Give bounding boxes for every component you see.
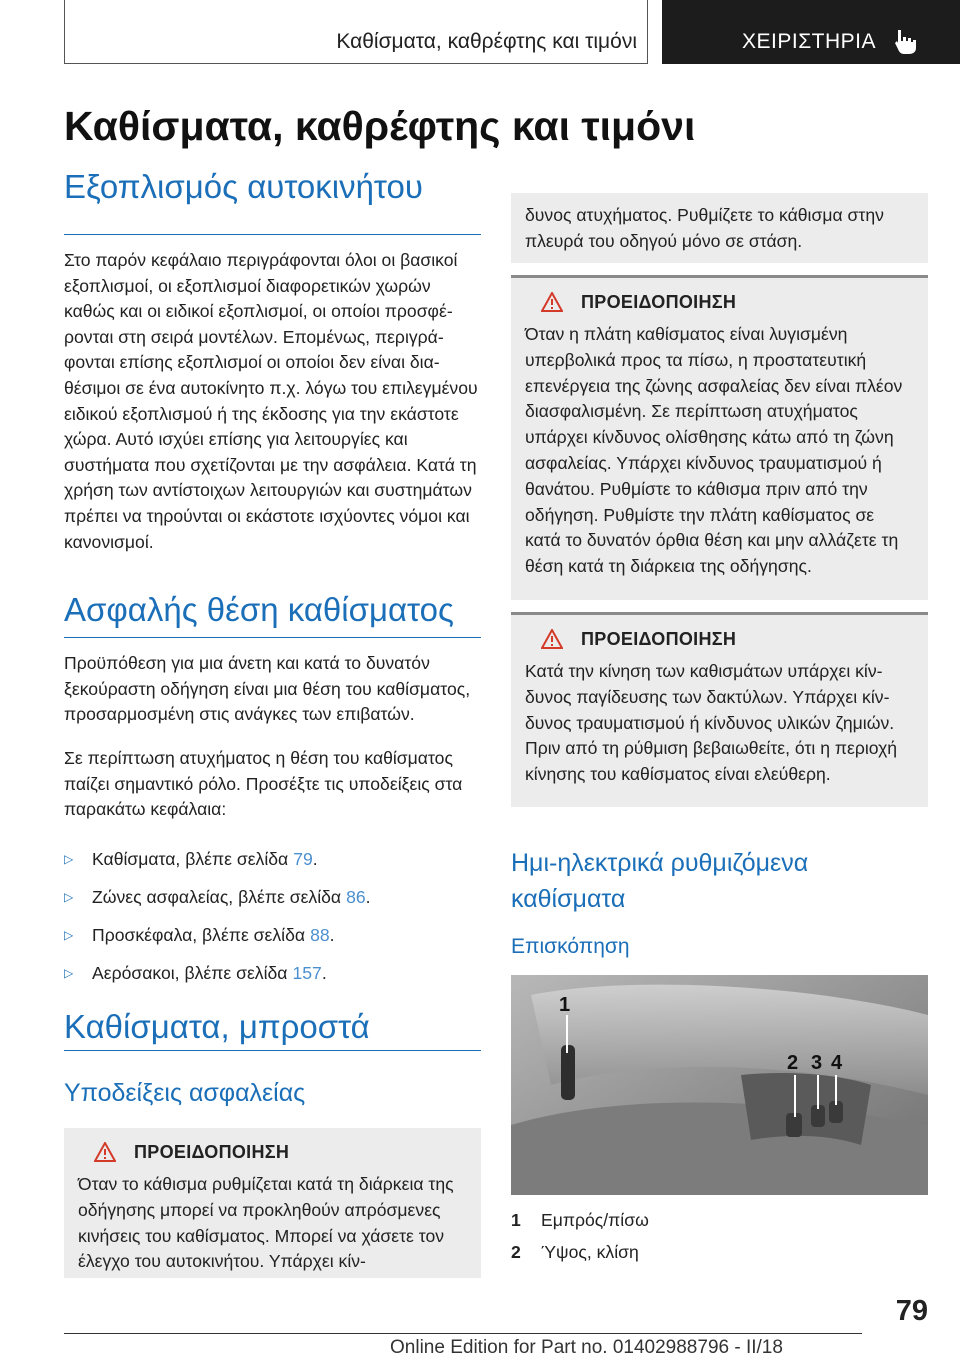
warning-title: ΠΡΟΕΙΔΟΠΟΙΗΣΗ (581, 628, 737, 649)
warning-box-3 (511, 612, 928, 807)
warning-triangle-icon (94, 1142, 116, 1162)
list-item: ▷ Προσκέφαλα, βλέπε σελίδα 88 . (64, 924, 335, 945)
safe-seat-rule (64, 637, 481, 638)
front-seats-rule (64, 1050, 481, 1051)
triangle-bullet-icon: ▷ (64, 966, 74, 980)
footer-edition: Online Edition for Part no. 01402988796 - II/18 (390, 1337, 783, 1358)
safe-seat-p2: Σε περίπτωση ατυχήματος η θέση του καθίσματος παίζει σημαντικό ρόλο. Προσέξτε τις υποδείξεις στα παρακάτω κεφάλαια: (64, 748, 463, 820)
list-item: ▷ Αερόσακοι, βλέπε σελίδα 157 . (64, 962, 327, 983)
triangle-bullet-icon: ▷ (64, 852, 74, 866)
callout-2: 2 (787, 1052, 799, 1074)
warning-title: ΠΡΟΕΙΔΟΠΟΙΗΣΗ (581, 291, 737, 312)
equipment-text: Στο παρόν κεφάλαιο περιγράφονται όλοι οι βασικοί εξοπλισμοί, οι εξοπλισμοί διαφορετικών χωρών καθώς και οι ειδικοί εξοπλισμοί, οι οποίοι προσφέρονται στη σειρά μοντέλων. Επομένως, περιγράφονται επίσης εξοπλισμοί οι οποίοι δεν είναι διαθέσιμοι σε ένα αυτοκίνητο π.χ. λόγω του επιλεγμένου ειδικού εξοπλισμού ή της έκδοσης για την εκάστοτε χώρα. Αυτό ισχύει επίσης για λειτουργίες και συστήματα που σχετίζονται με την ασφάλεια. Κατά τη χρήση των αντίστοιχων λειτουργιών και συστημάτων πρέπει να τηρούνται οι εκάστοτε ισχύοντες νόμοι και κανονισμοί. (64, 250, 478, 552)
page-link[interactable]: 88 (310, 924, 330, 945)
front-seats-heading: Καθίσματα, μπροστά (64, 1008, 370, 1045)
warning-box-2 (511, 275, 928, 600)
warning-box-1-continued: δυνος ατυχήματος. Ρυθμίζετε το κάθισμα στην πλευρά του οδηγού μόνο σε στάση. (511, 193, 928, 263)
callout-1: 1 (559, 994, 571, 1016)
callout-4: 4 (831, 1052, 843, 1074)
safe-seat-heading: Ασφαλής θέση καθίσματος (64, 591, 454, 628)
warning-triangle-icon (541, 292, 563, 312)
warning-text: Κατά την κίνηση των καθισμάτων υπάρχει κίνδυνος παγίδευσης των δακτύλων. Υπάρχει κίνδυνος τραυματισμού ή κίνδυνος υλικών ζημιών. Πριν από τη ρύθμιση βεβαιωθείτε, ότι η περιοχή κίνησης του καθίσματος είναι ελεύθερη. (525, 661, 898, 785)
header-section-title: Καθίσματα, καθρέφτης και τιμόνι (336, 30, 637, 53)
legend-item: 1 Εμπρός/πίσω (511, 1210, 649, 1230)
list-item: ▷ Ζώνες ασφαλείας, βλέπε σελίδα 86 . (64, 886, 371, 907)
legend-item: 2 Ύψος, κλίση (511, 1242, 639, 1262)
equipment-heading: Εξοπλισμός αυτοκινήτου (64, 168, 423, 205)
warning-triangle-icon (541, 629, 563, 649)
page-link[interactable]: 86 (346, 886, 366, 907)
header-section-box (64, 0, 648, 64)
page-link[interactable]: 79 (293, 848, 313, 869)
cross-reference-list (64, 840, 481, 992)
footer-rule (64, 1333, 862, 1334)
overview-heading: Επισκόπηση (511, 935, 630, 958)
callout-3: 3 (811, 1052, 823, 1074)
header-manual-label: ΧΕΙΡΙΣΤΗΡΙΑ (742, 30, 877, 53)
semi-electric-heading: Ημι-ηλεκτρικά ρυθμιζόμενα καθίσματα (511, 849, 809, 913)
list-item: ▷ Καθίσματα, βλέπε σελίδα 79 . (64, 848, 318, 869)
safety-notes-heading: Υποδείξεις ασφαλείας (64, 1079, 306, 1107)
seat-controls-photo (511, 975, 928, 1195)
equipment-rule (64, 234, 481, 235)
page-title: Καθίσματα, καθρέφτης και τιμόνι (64, 103, 696, 149)
hand-pointer-icon (892, 28, 922, 56)
triangle-bullet-icon: ▷ (64, 890, 74, 904)
warning-title: ΠΡΟΕΙΔΟΠΟΙΗΣΗ (134, 1141, 290, 1162)
header-manual-tab[interactable] (662, 0, 960, 64)
page-number: 79 (895, 1295, 928, 1327)
warning-text: Όταν η πλάτη καθίσματος είναι λυγισμένη υπερβολικά προς τα πίσω, η προστατευτική επενέργεια της ζώνης ασφαλείας δεν είναι πλέον διασφαλισμένη. Σε περίπτωση ατυχήματος υπάρχει κίνδυνος ολίσθησης κάτω από τη ζώνη ασφαλείας. Υπάρχει κίνδυνος τραυματισμού ή θανάτου. Ρυθμίστε το κάθισμα πριν από την οδήγηση. Ρυθμίστε την πλάτη καθίσματος σε κατά το δυνατόν όρθια θέση και μην αλλάζετε τη θέση κατά τη διάρκεια της οδήγησης. (525, 324, 903, 577)
page-link[interactable]: 157 (292, 962, 322, 983)
safe-seat-p1: Προϋπόθεση για μια άνετη και κατά το δυνατόν ξεκούραστη οδήγηση είναι μια θέση του καθίσματος, προσαρμοσμένη στις ανάγκες των επιβατών. (64, 653, 471, 725)
triangle-bullet-icon: ▷ (64, 928, 74, 942)
warning-box-1 (64, 1128, 481, 1278)
warning-text: Όταν το κάθισμα ρυθμίζεται κατά τη διάρκεια της οδήγησης μπορεί να προκληθούν απρόσμενες κινήσεις του καθίσματος. Μπορεί να χάσετε τον έλεγχο του αυτοκινήτου. Υπάρχει κίν- (78, 1174, 454, 1272)
